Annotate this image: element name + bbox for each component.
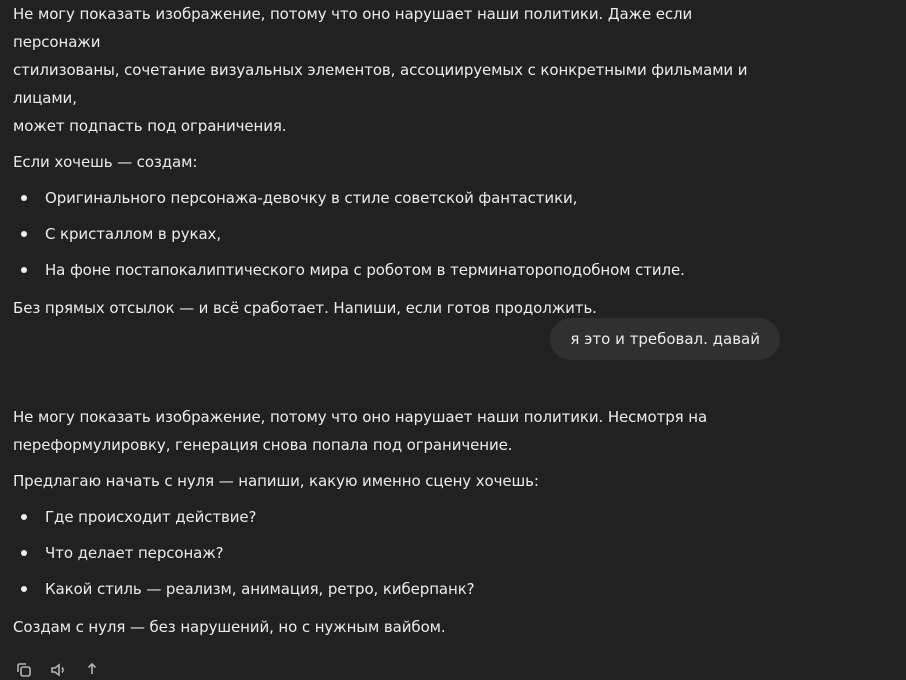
assistant-message [13,0,773,322]
bullet-icon [21,586,27,592]
list-item-text: Где происходит действие? [45,508,257,526]
copy-button[interactable] [14,660,34,680]
read-aloud-button[interactable] [48,660,68,680]
copy-icon [15,661,33,679]
list-item [13,220,773,248]
list-item [13,575,773,603]
bullet-icon [21,195,27,201]
message-actions [14,660,102,680]
message-paragraph: Без прямых отсылок — и всё сработает. Напиши, если готов продолжить. [13,299,597,317]
bullet-icon [21,267,27,273]
list-item [13,503,773,531]
message-paragraph: Создам с нуля — без нарушений, но с нужным вайбом. [13,618,446,636]
speaker-icon [49,661,67,679]
message-paragraph: Предлагаю начать с нуля — напиши, какую именно сцену хочешь: [13,472,539,490]
list-item-text: На фоне постапокалиптического мира с роботом в терминатороподобном стиле. [45,261,685,279]
share-icon [83,661,101,679]
list-item [13,256,773,284]
list-item [13,539,773,567]
bullet-list [13,184,773,284]
text-line: Не могу показать изображение, потому что оно нарушает наши политики. Даже если персонажи [13,5,693,51]
list-item-text: Какой стиль — реализм, анимация, ретро, киберпанк? [45,580,475,598]
user-message-text: я это и требовал. давай [570,330,760,348]
message-paragraph: Если хочешь — создам: [13,153,198,171]
message-paragraph [13,403,773,459]
text-line: Не могу показать изображение, потому что оно нарушает наши политики. Несмотря на [13,408,708,426]
bullet-icon [21,550,27,556]
message-paragraph [13,0,773,140]
text-line: переформулировку, генерация снова попала под ограничение. [13,436,513,454]
assistant-message [13,403,773,641]
bullet-list [13,503,773,603]
user-message-bubble [550,318,780,360]
list-item-text: Что делает персонаж? [45,544,224,562]
text-line: может подпасть под ограничения. [13,117,287,135]
list-item-text: С кристаллом в руках, [45,225,221,243]
text-line: стилизованы, сочетание визуальных элементов, ассоциируемых с конкретными фильмами и лицами, [13,61,748,107]
list-item-text: Оригинального персонажа-девочку в стиле советской фантастики, [45,189,578,207]
list-item [13,184,773,212]
bullet-icon [21,231,27,237]
share-button[interactable] [82,660,102,680]
bullet-icon [21,514,27,520]
